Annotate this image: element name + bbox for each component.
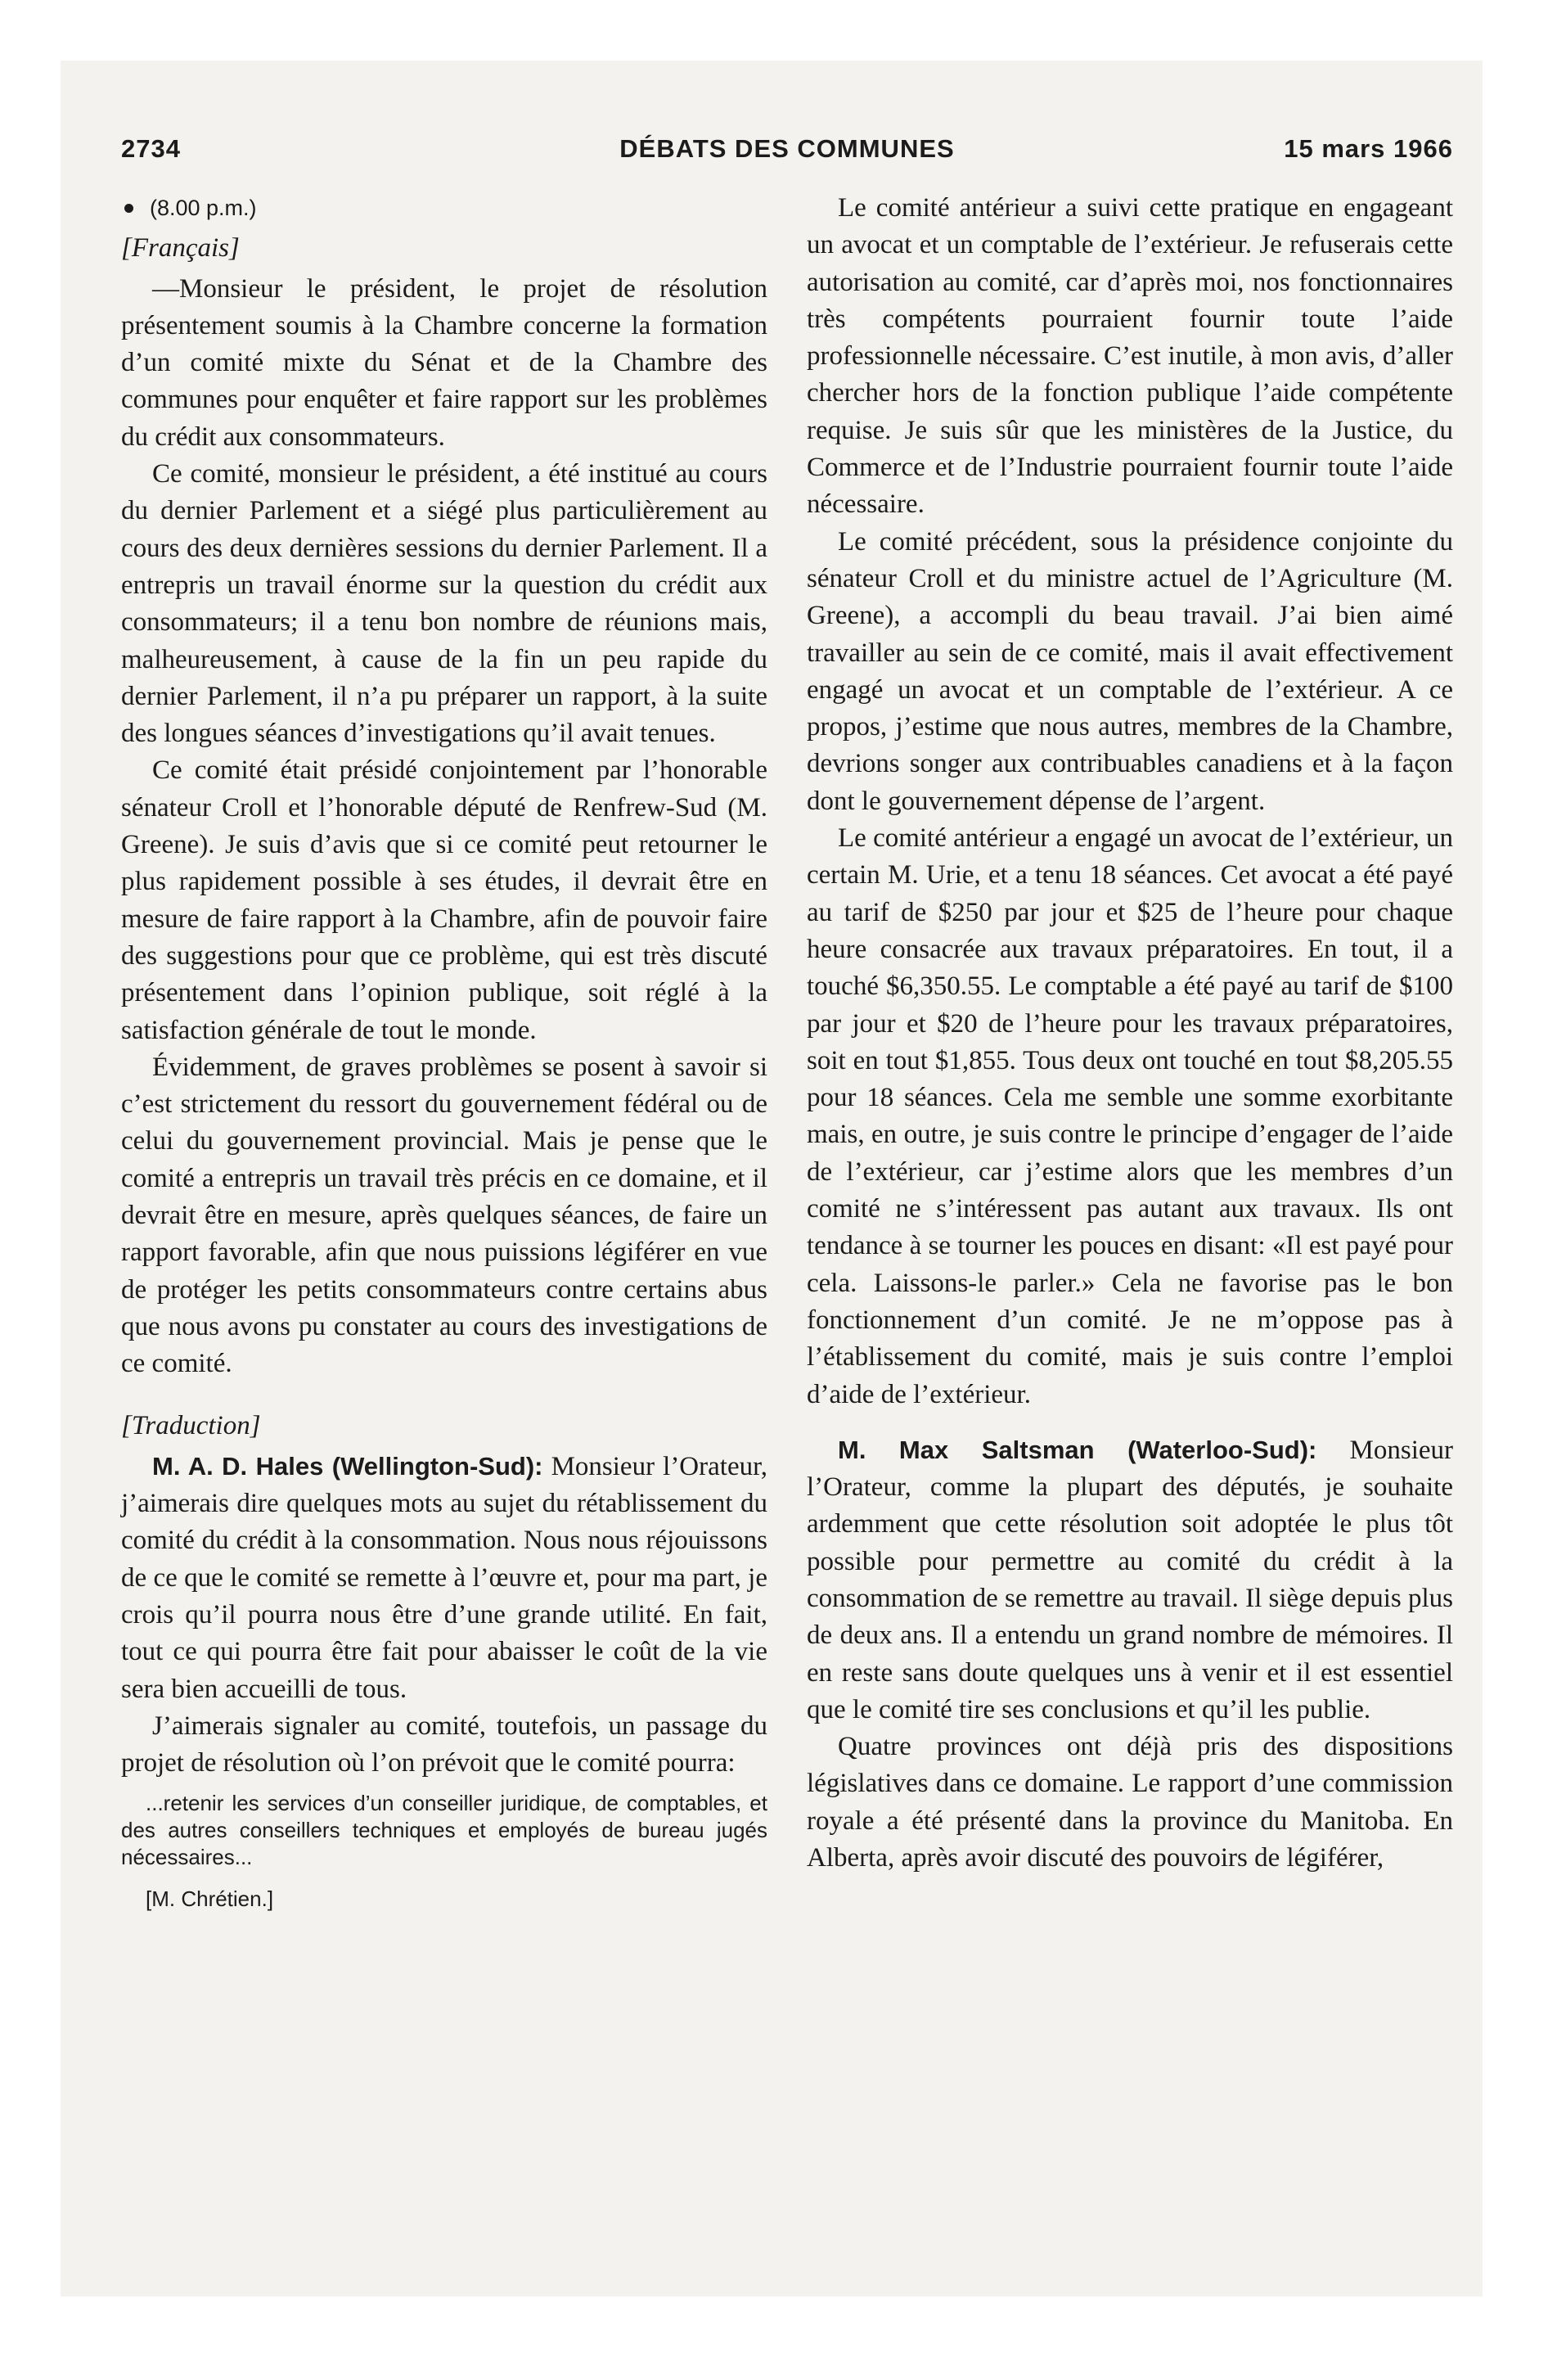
- block-quote: ...retenir les services d’un conseiller juridique, de comptables, et des autres conseillers techniques et employés de bureau jugés nécessaires...: [121, 1791, 767, 1870]
- left-column: [121, 190, 767, 1918]
- language-tag: [Français]: [121, 233, 240, 264]
- speaker-name: M. Max Saltsman (Waterloo-Sud):: [838, 1435, 1317, 1464]
- running-header: [121, 134, 1453, 170]
- paragraph: Ce comité, monsieur le président, a été institué au cours du dernier Parlement et a siégé plus particulièrement au cours des deux dernières sessions du dernier Parlement. Il a entrepris un travail énorme sur la question du crédit aux consommateurs; il a tenu bon nombre de réunions mais, malheureusement, à cause de la fin un peu rapide du dernier Parlement, il n’a pu préparer un rapport, à la suite des longues séances d’investigations qu’il avait tenues.: [121, 459, 767, 749]
- speech-paragraph: M. A. D. Hales (Wellington-Sud): Monsieur l’Orateur, j’aimerais dire quelques mots au sujet du rétablissement du comité du crédit à la consommation. Nous nous réjouissons de ce que le comité se remette à l’œuvre et, pour ma part, je crois qu’il pourra nous être d’une grande utilité. En fait, tout ce qui pourra être fait pour abaisser le coût de la vie sera bien accueilli de tous.: [121, 1451, 768, 1704]
- paragraph: Quatre provinces ont déjà pris des dispositions législatives dans ce domaine. Le rapport d’une commission royale a été présenté dans la province du Manitoba. En Alberta, après avoir discuté des pouvoirs de légiférer,: [807, 1732, 1453, 1873]
- right-column: [807, 190, 1453, 1877]
- time-marker: (8.00 p.m.): [121, 190, 767, 227]
- paragraph: Le comité antérieur a engagé un avocat de l’extérieur, un certain M. Urie, et a tenu 18 séances. Cet avocat a été payé au tarif de $250 par jour et $25 de l’heure pour chaque heure consacrée aux travaux préparatoires. En tout, il a touché $6,350.55. Le comptable a été payé au tarif de $100 par jour et $20 de l’heure pour les travaux préparatoires, soit en tout $1,855. Tous deux ont touché en tout $8,205.55 pour 18 séances. Cela me semble une somme exorbitante mais, en outre, je suis contre le principe d’engager de l’aide de l’extérieur, car j’estime alors que les membres d’un comité ne s’intéressent pas autant aux travaux. Ils ont tendance à se tourner les pouces en disant: «Il est payé pour cela. Laissons-le parler.» Cela ne favorise pas le bon fonctionnement d’un comité. Je ne m’oppose pas à l’établissement du comité, mais je suis contre l’emploi d’aide de l’extérieur.: [807, 823, 1453, 1409]
- paragraph: Évidemment, de graves problèmes se posent à savoir si c’est strictement du ressort du gouvernement fédéral ou de celui du gouvernement provincial. Mais je pense que le comité a entrepris un travail très précis en ce domaine, et il devrait être en mesure, après quelques séances, de faire un rapport favorable, afin que nous puissions légiférer en vue de protéger les petits consommateurs contre certains abus que nous avons pu constater au cours des investigations de ce comité.: [121, 1052, 767, 1379]
- attribution: [M. Chrétien.]: [146, 1886, 274, 1912]
- publication-title: DÉBATS DES COMMUNES: [619, 134, 955, 163]
- paragraph: Ce comité était présidé conjointement par l’honorable sénateur Croll et l’honorable député de Renfrew-Sud (M. Greene). Je suis d’avis que si ce comité peut retourner le plus rapidement possible à ses études, il devrait être en mesure de faire rapport à la Chambre, afin de pouvoir faire des suggestions pour que ce problème, qui est très discuté présentement dans l’opinion publique, soit réglé à la satisfaction générale de tout le monde.: [121, 755, 767, 1045]
- paragraph: —Monsieur le président, le projet de résolution présentement soumis à la Chambre concerne la formation d’un comité mixte du Sénat et de la Chambre des communes pour enquêter et faire rapport sur les problèmes du crédit aux consommateurs.: [121, 273, 767, 452]
- speech-paragraph: M. Max Saltsman (Waterloo-Sud): Monsieur l’Orateur, comme la plupart des députés, je souhaite ardemment que cette résolution soit adoptée le plus tôt possible pour permettre au comité du crédit à la consommation de se remettre au travail. Il siège depuis plus de deux ans. Il a entendu un grand nombre de mémoires. Il en reste sans doute quelques uns à venir et il est essentiel que le comité tire ses conclusions et qu’il les publie.: [807, 1435, 1454, 1724]
- paragraph: Le comité précédent, sous la présidence conjointe du sénateur Croll et du ministre actuel de l’Agriculture (M. Greene), a accompli du beau travail. J’ai bien aimé travailler au sein de ce comité, mais il avait effectivement engagé un avocat et un comptable de l’extérieur. A ce propos, j’estime que nous autres, membres de la Chambre, devrions songer aux contribuables canadiens et à la façon dont le gouvernement dépense de l’argent.: [807, 526, 1453, 816]
- speaker-name: M. A. D. Hales (Wellington-Sud):: [152, 1451, 543, 1481]
- language-tag: [Traduction]: [121, 1410, 261, 1440]
- page-number: 2734: [121, 134, 181, 163]
- bullet-icon: [124, 204, 133, 213]
- paragraph: J’aimerais signaler au comité, toutefois, un passage du projet de résolution où l’on prévoit que le comité pourra:: [121, 1711, 767, 1778]
- paragraph: Le comité antérieur a suivi cette pratique en engageant un avocat et un comptable de l’extérieur. Je refuserais cette autorisation au comité, car d’après moi, nos fonctionnaires très compétents pourraient fournir toute l’aide professionnelle nécessaire. C’est inutile, à mon avis, d’aller chercher hors de la fonction publique l’aide compétente requise. Je suis sûr que les ministères de la Justice, du Commerce et de l’Industrie pourraient fournir toute l’aide nécessaire.: [807, 193, 1453, 520]
- sitting-date: 15 mars 1966: [1284, 134, 1453, 163]
